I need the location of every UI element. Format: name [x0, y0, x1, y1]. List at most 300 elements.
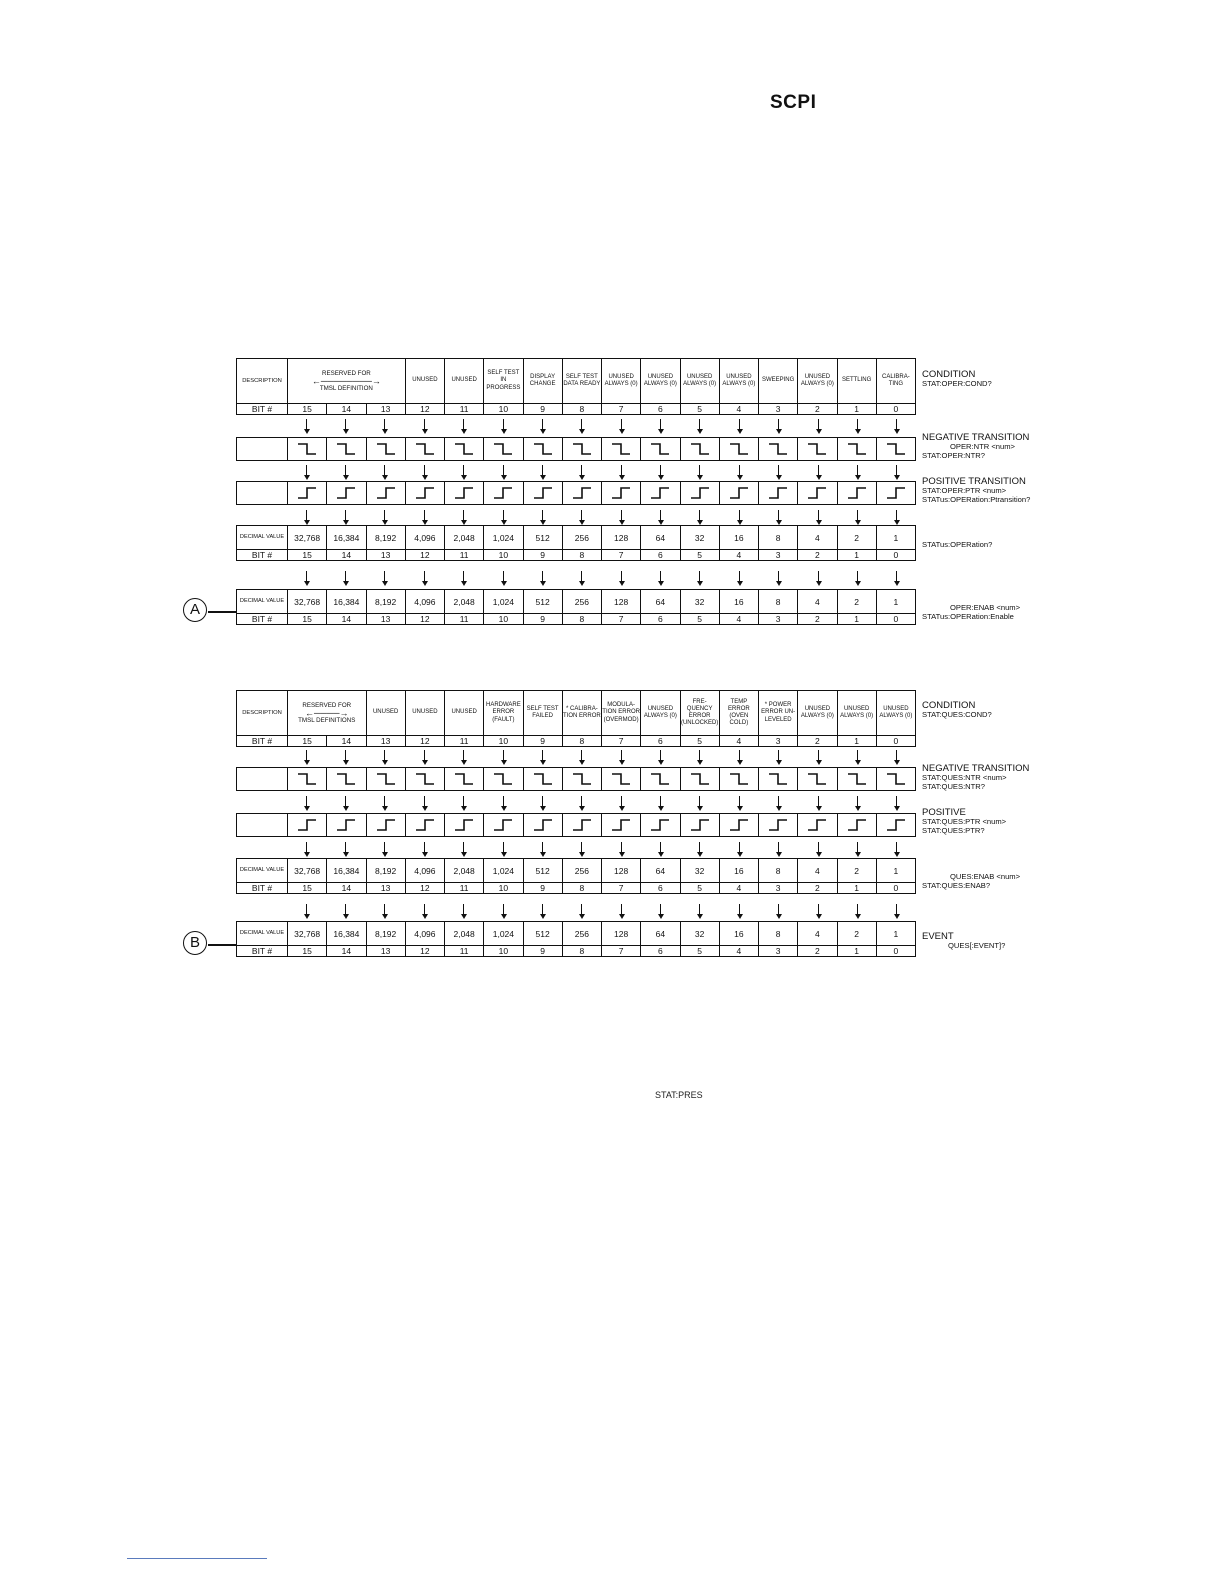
- positive-transition-icon: [806, 817, 828, 833]
- transition-cell-2: [798, 438, 837, 461]
- down-arrow-icon: [581, 904, 582, 915]
- reserved-line2: TMSL DEFINITION: [319, 385, 373, 392]
- decimal-value-15: 32,768: [288, 922, 327, 946]
- down-arrow-icon: [818, 750, 819, 761]
- bit-number-3: 3: [759, 946, 798, 957]
- down-arrow-icon: [857, 510, 858, 521]
- bit-number-14: 14: [327, 614, 366, 625]
- down-arrow-icon: [581, 571, 582, 582]
- transition-cell-11: [445, 438, 484, 461]
- decimal-value-14: 16,384: [327, 922, 366, 946]
- down-arrow-icon: [345, 842, 346, 853]
- down-arrow-icon: [463, 465, 464, 476]
- marker-a-line: [208, 611, 236, 613]
- bit-number-10: 10: [484, 614, 523, 625]
- transition-cell-5: [680, 438, 719, 461]
- transition-cell-4: [719, 814, 758, 837]
- bit-number-7: 7: [602, 550, 641, 561]
- positive-transition-icon: [571, 817, 593, 833]
- positive-transition-icon: [492, 485, 514, 501]
- transition-cell-7: [602, 814, 641, 837]
- transition-cell-2: [798, 482, 837, 505]
- down-arrow-icon: [542, 571, 543, 582]
- double-arrow-icon: ←────────→: [311, 376, 381, 386]
- positive-transition-icon: [571, 485, 593, 501]
- down-arrow-icon: [503, 796, 504, 807]
- positive-transition-icon: [414, 485, 436, 501]
- positive-transition-icon: [885, 817, 907, 833]
- bit-desc-2: UNUSED ALWAYS (0): [798, 359, 837, 404]
- down-arrow-icon: [503, 510, 504, 521]
- negative-transition-icon: [610, 771, 632, 787]
- transition-cell-3: [759, 482, 798, 505]
- down-arrow-icon: [699, 842, 700, 853]
- bit-number-14: 14: [327, 404, 366, 415]
- bit-number-7: 7: [602, 614, 641, 625]
- down-arrow-icon: [857, 904, 858, 915]
- bit-number-15: 15: [288, 404, 327, 415]
- down-arrow-icon: [542, 796, 543, 807]
- down-arrow-icon: [581, 842, 582, 853]
- decimal-value-9: 512: [523, 526, 562, 550]
- decimal-label: DECIMAL VALUE: [237, 922, 288, 946]
- bit-desc-2: UNUSED ALWAYS (0): [798, 691, 837, 736]
- bit-number-4: 4: [719, 614, 758, 625]
- bit-desc-4: TEMP ERROR (OVEN COLD): [719, 691, 758, 736]
- down-arrow-icon: [463, 510, 464, 521]
- operation-ntr-label: [922, 433, 1029, 460]
- transition-cell-13: [366, 768, 405, 791]
- arrow-row: [236, 571, 916, 585]
- decimal-value-10: 1,024: [484, 859, 523, 883]
- bit-number-5: 5: [680, 550, 719, 561]
- decimal-value-11: 2,048: [445, 922, 484, 946]
- decimal-value-4: 16: [719, 590, 758, 614]
- down-arrow-icon: [384, 419, 385, 430]
- bit-desc-10: SELF TEST IN PROGRESS: [484, 359, 523, 404]
- negative-transition-icon: [767, 771, 789, 787]
- positive-transition-icon: [453, 817, 475, 833]
- label-ptr-cmd2: STATus:OPERation:Ptransition?: [922, 494, 1031, 504]
- bit-number-6: 6: [641, 404, 680, 415]
- negative-transition-icon: [846, 441, 868, 457]
- blank-desc: [237, 438, 288, 461]
- transition-cell-6: [641, 814, 680, 837]
- down-arrow-icon: [857, 419, 858, 430]
- bit-number-13: 13: [366, 883, 405, 894]
- reserved-line2: TMSL DEFINITIONS: [298, 717, 356, 724]
- bit-desc-0: UNUSED ALWAYS (0): [876, 691, 915, 736]
- bit-number-3: 3: [759, 404, 798, 415]
- transition-cell-6: [641, 768, 680, 791]
- negative-transition-icon: [492, 771, 514, 787]
- bit-number-10: 10: [484, 550, 523, 561]
- negative-transition-icon: [649, 771, 671, 787]
- down-arrow-icon: [739, 750, 740, 761]
- bit-number-3: 3: [759, 550, 798, 561]
- bit-number-6: 6: [641, 614, 680, 625]
- transition-cell-6: [641, 482, 680, 505]
- decimal-value-6: 64: [641, 859, 680, 883]
- down-arrow-icon: [581, 465, 582, 476]
- down-arrow-icon: [424, 842, 425, 853]
- decimal-value-15: 32,768: [288, 859, 327, 883]
- transition-cell-12: [405, 814, 444, 837]
- bit-desc-11: UNUSED: [445, 359, 484, 404]
- down-arrow-icon: [699, 510, 700, 521]
- transition-cell-11: [445, 482, 484, 505]
- operation-event-register: [236, 525, 916, 561]
- bit-number-8: 8: [562, 946, 601, 957]
- down-arrow-icon: [424, 796, 425, 807]
- down-arrow-icon: [503, 904, 504, 915]
- bit-number-1: 1: [837, 736, 876, 747]
- down-arrow-icon: [699, 750, 700, 761]
- positive-transition-icon: [689, 485, 711, 501]
- down-arrow-icon: [857, 750, 858, 761]
- bit-desc-0: CALIBRA- TING: [876, 359, 915, 404]
- decimal-value-2: 4: [798, 526, 837, 550]
- positive-transition-icon: [492, 817, 514, 833]
- down-arrow-icon: [778, 465, 779, 476]
- transition-cell-11: [445, 814, 484, 837]
- down-arrow-icon: [306, 510, 307, 521]
- transition-cell-9: [523, 768, 562, 791]
- reserved-cell: [288, 359, 406, 404]
- down-arrow-icon: [896, 465, 897, 476]
- down-arrow-icon: [581, 419, 582, 430]
- down-arrow-icon: [345, 750, 346, 761]
- down-arrow-icon: [542, 419, 543, 430]
- transition-cell-9: [523, 482, 562, 505]
- label-ntr: NEGATIVE TRANSITION: [922, 432, 1030, 443]
- decimal-value-14: 16,384: [327, 526, 366, 550]
- down-arrow-icon: [739, 571, 740, 582]
- down-arrow-icon: [581, 750, 582, 761]
- label-event-cmd: QUES[:EVENT]?: [948, 941, 1006, 950]
- bit-number-15: 15: [288, 883, 327, 894]
- bit-number-2: 2: [798, 614, 837, 625]
- transition-cell-8: [562, 768, 601, 791]
- bit-number-9: 9: [523, 736, 562, 747]
- bit-number-12: 12: [405, 550, 444, 561]
- negative-transition-icon: [296, 771, 318, 787]
- positive-transition-icon: [296, 485, 318, 501]
- label-ptr-cmd2: STAT:QUES:PTR?: [922, 825, 985, 835]
- down-arrow-icon: [621, 571, 622, 582]
- bit-desc-1: SETTLING: [837, 359, 876, 404]
- down-arrow-icon: [306, 750, 307, 761]
- down-arrow-icon: [660, 904, 661, 915]
- bit-number-0: 0: [876, 883, 915, 894]
- negative-transition-icon: [846, 771, 868, 787]
- operation-ptr-register: [236, 481, 916, 505]
- down-arrow-icon: [778, 904, 779, 915]
- negative-transition-icon: [806, 441, 828, 457]
- bit-number-10: 10: [484, 404, 523, 415]
- bit-number-4: 4: [719, 883, 758, 894]
- decimal-value-1: 2: [837, 859, 876, 883]
- negative-transition-icon: [689, 771, 711, 787]
- questionable-ptr-register: [236, 813, 916, 837]
- down-arrow-icon: [345, 571, 346, 582]
- down-arrow-icon: [896, 571, 897, 582]
- down-arrow-icon: [896, 750, 897, 761]
- negative-transition-icon: [532, 441, 554, 457]
- bit-number-2: 2: [798, 404, 837, 415]
- transition-cell-6: [641, 438, 680, 461]
- down-arrow-icon: [739, 419, 740, 430]
- decimal-value-8: 256: [562, 590, 601, 614]
- reserved-line1: RESERVED FOR: [302, 701, 352, 709]
- down-arrow-icon: [503, 750, 504, 761]
- bit-number-14: 14: [327, 736, 366, 747]
- positive-transition-icon: [296, 817, 318, 833]
- label-condition-cmd: STAT:OPER:COND?: [922, 379, 992, 388]
- transition-cell-15: [288, 482, 327, 505]
- label-condition-cmd: STAT:QUES:COND?: [922, 710, 992, 719]
- bit-number-0: 0: [876, 946, 915, 957]
- negative-transition-icon: [610, 441, 632, 457]
- bit-number-15: 15: [288, 736, 327, 747]
- down-arrow-icon: [345, 796, 346, 807]
- bit-number-12: 12: [405, 946, 444, 957]
- transition-cell-10: [484, 768, 523, 791]
- operation-condition-register: [236, 358, 916, 415]
- bit-number-11: 11: [445, 404, 484, 415]
- arrow-row: [236, 904, 916, 918]
- transition-cell-1: [837, 438, 876, 461]
- down-arrow-icon: [542, 904, 543, 915]
- decimal-value-7: 128: [602, 922, 641, 946]
- down-arrow-icon: [463, 750, 464, 761]
- positive-transition-icon: [335, 817, 357, 833]
- operation-ptr-label: [922, 477, 1030, 504]
- positive-transition-icon: [335, 485, 357, 501]
- label-ptr-cmd1: STAT:OPER:PTR <num>: [922, 486, 1007, 495]
- bit-number-0: 0: [876, 404, 915, 415]
- decimal-value-3: 8: [759, 590, 798, 614]
- label-enab-cmd2: STAT:QUES:ENAB?: [922, 880, 991, 890]
- down-arrow-icon: [581, 796, 582, 807]
- down-arrow-icon: [384, 842, 385, 853]
- bit-number-3: 3: [759, 883, 798, 894]
- bit-number-4: 4: [719, 404, 758, 415]
- bit-number-6: 6: [641, 946, 680, 957]
- decimal-value-1: 2: [837, 922, 876, 946]
- down-arrow-icon: [896, 904, 897, 915]
- decimal-value-5: 32: [680, 590, 719, 614]
- negative-transition-icon: [649, 441, 671, 457]
- down-arrow-icon: [424, 510, 425, 521]
- negative-transition-icon: [689, 441, 711, 457]
- down-arrow-icon: [424, 571, 425, 582]
- bit-number-13: 13: [366, 946, 405, 957]
- bit-desc-11: UNUSED: [445, 691, 484, 736]
- negative-transition-icon: [296, 441, 318, 457]
- transition-cell-12: [405, 438, 444, 461]
- transition-cell-4: [719, 768, 758, 791]
- label-enab-cmd2: STATus:OPERation:Enable: [922, 611, 1014, 621]
- down-arrow-icon: [503, 571, 504, 582]
- down-arrow-icon: [857, 842, 858, 853]
- description-cell: DESCRIPTION: [237, 359, 288, 404]
- positive-transition-icon: [767, 817, 789, 833]
- bit-number-10: 10: [484, 736, 523, 747]
- bit-number-9: 9: [523, 946, 562, 957]
- negative-transition-icon: [375, 771, 397, 787]
- decimal-value-10: 1,024: [484, 526, 523, 550]
- bit-number-15: 15: [288, 550, 327, 561]
- bit-number-11: 11: [445, 550, 484, 561]
- operation-condition-label: [922, 370, 992, 389]
- questionable-condition-register: [236, 690, 916, 747]
- bit-number-10: 10: [484, 883, 523, 894]
- transition-cell-0: [876, 482, 915, 505]
- down-arrow-icon: [621, 904, 622, 915]
- decimal-value-9: 512: [523, 922, 562, 946]
- bit-label: BIT #: [237, 883, 288, 894]
- down-arrow-icon: [306, 571, 307, 582]
- bit-number-5: 5: [680, 736, 719, 747]
- decimal-value-0: 1: [876, 859, 915, 883]
- blank-desc: [237, 482, 288, 505]
- down-arrow-icon: [384, 510, 385, 521]
- decimal-value-8: 256: [562, 526, 601, 550]
- transition-cell-0: [876, 438, 915, 461]
- arrow-row: [236, 750, 916, 764]
- down-arrow-icon: [896, 842, 897, 853]
- bit-number-8: 8: [562, 404, 601, 415]
- bit-number-13: 13: [366, 614, 405, 625]
- label-ptr: POSITIVE TRANSITION: [922, 476, 1026, 487]
- transition-cell-12: [405, 768, 444, 791]
- down-arrow-icon: [345, 904, 346, 915]
- negative-transition-icon: [728, 441, 750, 457]
- transition-cell-14: [327, 814, 366, 837]
- down-arrow-icon: [345, 510, 346, 521]
- bit-number-15: 15: [288, 614, 327, 625]
- decimal-value-3: 8: [759, 922, 798, 946]
- decimal-value-11: 2,048: [445, 590, 484, 614]
- negative-transition-icon: [571, 771, 593, 787]
- bit-number-0: 0: [876, 736, 915, 747]
- decimal-value-14: 16,384: [327, 859, 366, 883]
- bit-number-1: 1: [837, 614, 876, 625]
- bit-number-5: 5: [680, 404, 719, 415]
- questionable-enable-label: [922, 873, 1020, 890]
- label-ntr-cmd2: STAT:QUES:NTR?: [922, 781, 986, 791]
- bit-number-10: 10: [484, 946, 523, 957]
- label-ptr: POSITIVE: [922, 807, 966, 818]
- bit-number-12: 12: [405, 404, 444, 415]
- label-condition: CONDITION: [922, 369, 976, 380]
- bit-desc-3: * POWER ERROR UN- LEVELED: [759, 691, 798, 736]
- bit-number-11: 11: [445, 883, 484, 894]
- positive-transition-icon: [806, 485, 828, 501]
- negative-transition-icon: [414, 441, 436, 457]
- down-arrow-icon: [660, 571, 661, 582]
- bit-number-2: 2: [798, 946, 837, 957]
- down-arrow-icon: [384, 571, 385, 582]
- bit-number-11: 11: [445, 614, 484, 625]
- bit-label: BIT #: [237, 550, 288, 561]
- transition-cell-12: [405, 482, 444, 505]
- reserved-line1: RESERVED FOR: [322, 369, 371, 377]
- down-arrow-icon: [818, 465, 819, 476]
- bit-number-5: 5: [680, 614, 719, 625]
- transition-cell-13: [366, 438, 405, 461]
- transition-cell-13: [366, 814, 405, 837]
- marker-a: A: [183, 598, 207, 622]
- bit-number-7: 7: [602, 946, 641, 957]
- bit-number-12: 12: [405, 736, 444, 747]
- down-arrow-icon: [818, 510, 819, 521]
- down-arrow-icon: [739, 510, 740, 521]
- label-event-cmd: STATus:OPERation?: [922, 540, 993, 549]
- positive-transition-icon: [885, 485, 907, 501]
- transition-cell-10: [484, 482, 523, 505]
- bit-desc-3: SWEEPING: [759, 359, 798, 404]
- decimal-value-8: 256: [562, 859, 601, 883]
- down-arrow-icon: [699, 904, 700, 915]
- negative-transition-icon: [571, 441, 593, 457]
- down-arrow-icon: [660, 465, 661, 476]
- positive-transition-icon: [532, 817, 554, 833]
- down-arrow-icon: [818, 419, 819, 430]
- down-arrow-icon: [306, 904, 307, 915]
- arrow-row: [236, 510, 916, 524]
- decimal-value-3: 8: [759, 859, 798, 883]
- negative-transition-icon: [532, 771, 554, 787]
- negative-transition-icon: [375, 441, 397, 457]
- down-arrow-icon: [345, 465, 346, 476]
- decimal-value-7: 128: [602, 590, 641, 614]
- transition-cell-14: [327, 438, 366, 461]
- decimal-label: DECIMAL VALUE: [237, 590, 288, 614]
- negative-transition-icon: [767, 441, 789, 457]
- bit-desc-1: UNUSED ALWAYS (0): [837, 691, 876, 736]
- negative-transition-icon: [728, 771, 750, 787]
- bit-number-8: 8: [562, 614, 601, 625]
- decimal-value-10: 1,024: [484, 922, 523, 946]
- label-ntr: NEGATIVE TRANSITION: [922, 763, 1030, 774]
- transition-cell-7: [602, 768, 641, 791]
- transition-cell-15: [288, 768, 327, 791]
- bit-number-12: 12: [405, 883, 444, 894]
- positive-transition-icon: [649, 817, 671, 833]
- bit-desc-12: UNUSED: [405, 359, 444, 404]
- down-arrow-icon: [306, 419, 307, 430]
- decimal-value-2: 4: [798, 859, 837, 883]
- bit-number-14: 14: [327, 946, 366, 957]
- transition-cell-10: [484, 814, 523, 837]
- bit-number-6: 6: [641, 550, 680, 561]
- label-ptr-cmd1: STAT:QUES:PTR <num>: [922, 817, 1007, 826]
- bit-number-13: 13: [366, 404, 405, 415]
- bit-number-13: 13: [366, 736, 405, 747]
- positive-transition-icon: [728, 485, 750, 501]
- decimal-label: DECIMAL VALUE: [237, 526, 288, 550]
- bit-number-4: 4: [719, 736, 758, 747]
- label-enab-cmd1: OPER:ENAB <num>: [950, 603, 1021, 612]
- blank-desc: [237, 768, 288, 791]
- bit-desc-7: MODULA- TION ERROR (OVERMOD): [602, 691, 641, 736]
- transition-cell-0: [876, 768, 915, 791]
- down-arrow-icon: [739, 796, 740, 807]
- bit-number-0: 0: [876, 614, 915, 625]
- description-cell: DESCRIPTION: [237, 691, 288, 736]
